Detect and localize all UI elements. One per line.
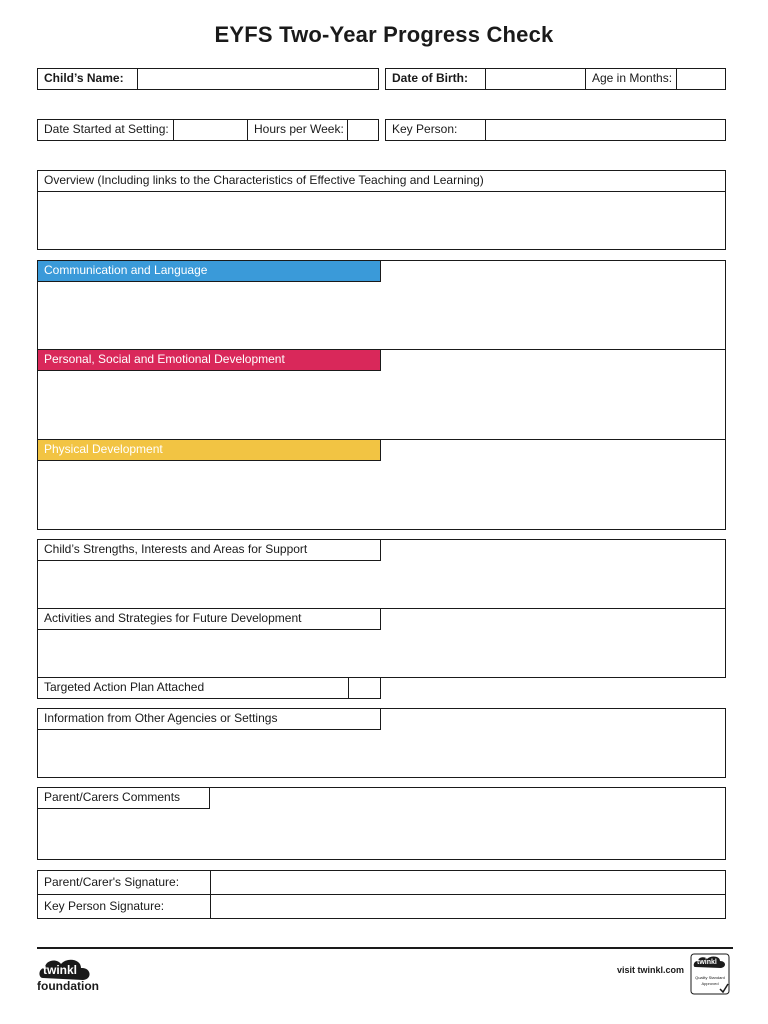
quality-standard-badge bbox=[690, 953, 730, 995]
childs-name-label: Child’s Name: bbox=[37, 68, 138, 90]
logo-text-bottom: foundation bbox=[37, 979, 99, 993]
childs-name-field[interactable] bbox=[137, 68, 379, 90]
activities-field[interactable] bbox=[38, 630, 725, 677]
other-agencies-label: Information from Other Agencies or Settings bbox=[37, 708, 381, 730]
key-person-signature-label: Key Person Signature: bbox=[37, 894, 211, 919]
communication-language-field[interactable] bbox=[38, 282, 725, 349]
overview-field[interactable] bbox=[38, 192, 725, 249]
date-of-birth-field[interactable] bbox=[485, 68, 586, 90]
strengths-field[interactable] bbox=[38, 561, 725, 608]
strengths-label: Child’s Strengths, Interests and Areas for Support bbox=[37, 539, 381, 561]
logo-text-top: twinkl bbox=[43, 963, 78, 977]
targeted-action-plan-checkbox[interactable] bbox=[348, 677, 381, 699]
key-person-label: Key Person: bbox=[385, 119, 486, 141]
age-in-months-label: Age in Months: bbox=[585, 68, 677, 90]
physical-development-header: Physical Development bbox=[37, 439, 381, 461]
key-person-field[interactable] bbox=[485, 119, 726, 141]
psed-header: Personal, Social and Emotional Development bbox=[37, 349, 381, 371]
age-in-months-field[interactable] bbox=[676, 68, 726, 90]
parent-comments-label: Parent/Carers Comments bbox=[37, 787, 210, 809]
page-title: EYFS Two-Year Progress Check bbox=[214, 22, 554, 47]
twinkl-foundation-logo bbox=[37, 956, 103, 996]
badge-caption-2: Approved bbox=[701, 981, 719, 986]
date-started-field[interactable] bbox=[173, 119, 248, 141]
communication-language-header: Communication and Language bbox=[37, 260, 381, 282]
parent-signature-field[interactable] bbox=[210, 870, 726, 895]
key-person-signature-field[interactable] bbox=[210, 894, 726, 919]
badge-caption-1: Quality Standard bbox=[695, 975, 725, 980]
parent-signature-label: Parent/Carer's Signature: bbox=[37, 870, 211, 895]
targeted-action-plan-label: Targeted Action Plan Attached bbox=[37, 677, 349, 699]
date-of-birth-label: Date of Birth: bbox=[385, 68, 486, 90]
hours-per-week-label: Hours per Week: bbox=[247, 119, 348, 141]
badge-word: twinkl bbox=[697, 959, 717, 966]
visit-link[interactable]: visit twinkl.com bbox=[616, 965, 684, 975]
activities-label: Activities and Strategies for Future Development bbox=[37, 608, 381, 630]
psed-field[interactable] bbox=[38, 371, 725, 438]
parent-comments-field[interactable] bbox=[38, 809, 725, 859]
date-started-label: Date Started at Setting: bbox=[37, 119, 174, 141]
footer-rule bbox=[37, 947, 733, 949]
hours-per-week-field[interactable] bbox=[347, 119, 379, 141]
other-agencies-field[interactable] bbox=[38, 730, 725, 777]
physical-development-field[interactable] bbox=[38, 461, 725, 529]
overview-label: Overview (Including links to the Characteristics of Effective Teaching and Learning) bbox=[37, 170, 726, 192]
